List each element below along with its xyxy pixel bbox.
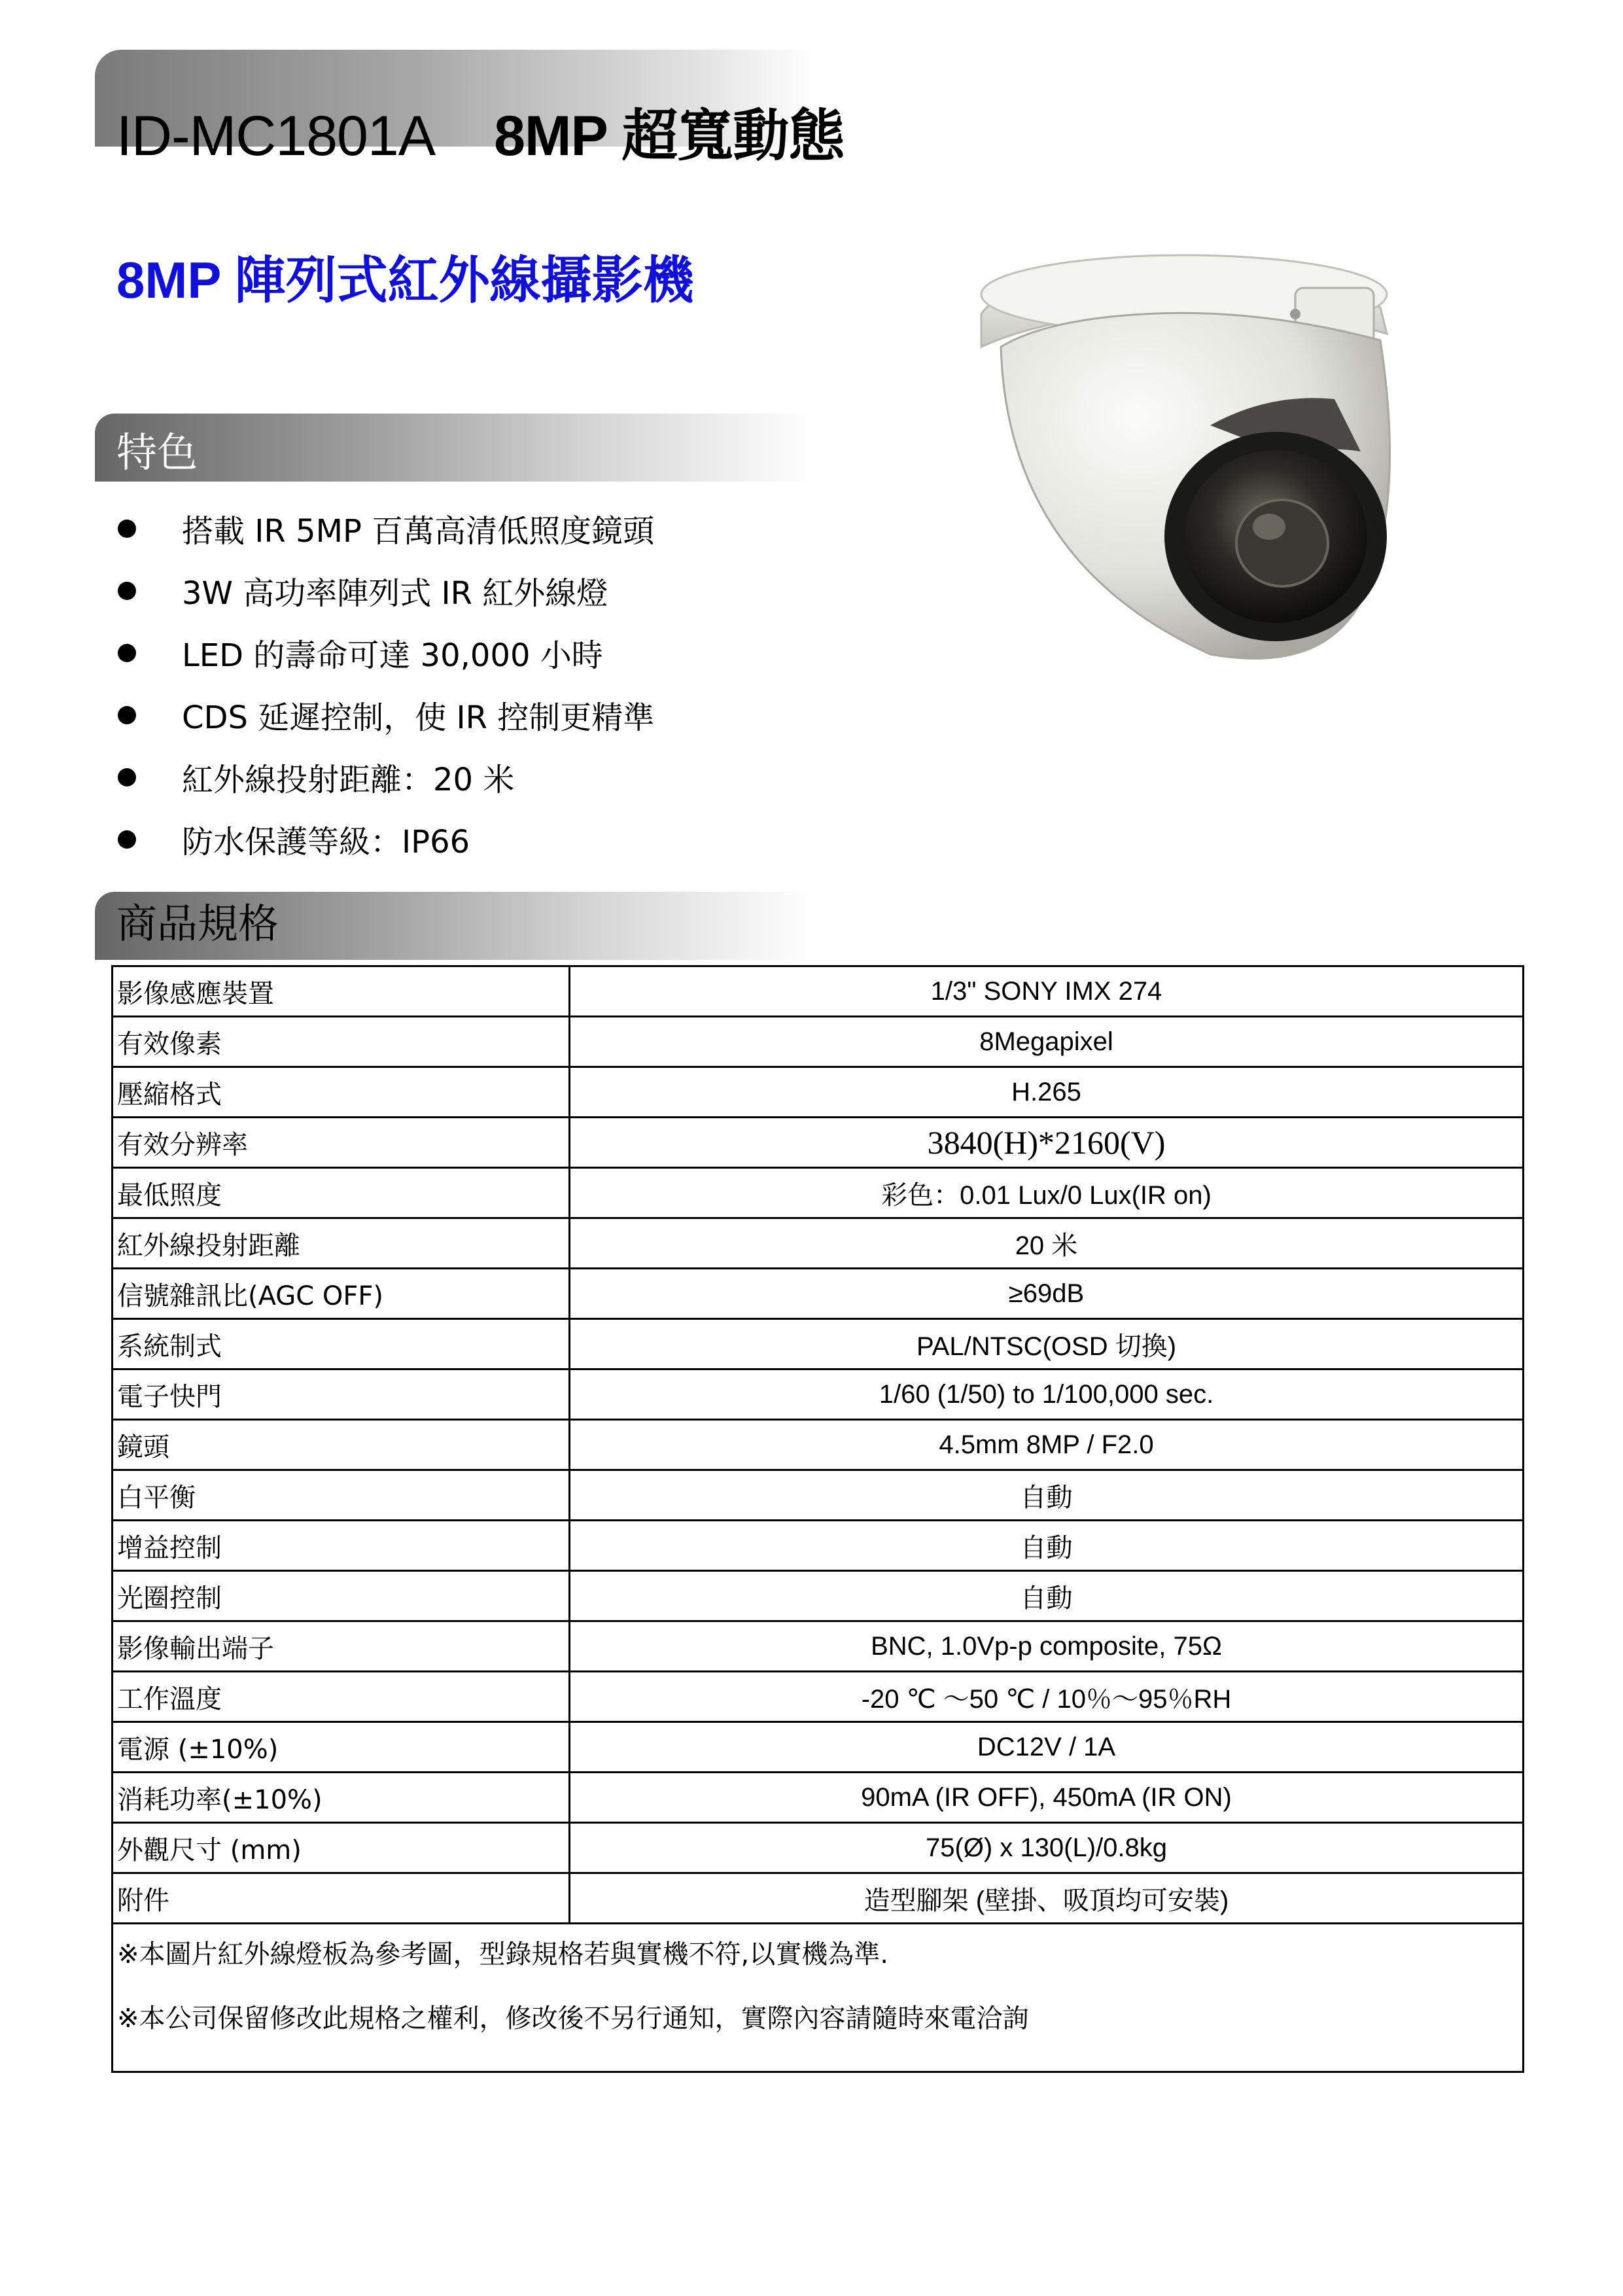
spec-value: 4.5mm 8MP / F2.0 (570, 1420, 1524, 1470)
model-number: ID-MC1801A (116, 105, 436, 168)
spec-value: 造型腳架 (壁掛、吸頂均可安裝) (570, 1873, 1524, 1924)
spec-label: 工作溫度 (113, 1672, 570, 1722)
spec-label: 外觀尺寸 (mm) (113, 1823, 570, 1873)
spec-label: 壓縮格式 (113, 1067, 570, 1118)
table-row (113, 1017, 1524, 1067)
feature-item: 3W 高功率陣列式 IR 紅外線燈 (118, 559, 903, 622)
features-list (118, 497, 903, 870)
spec-label: 系統制式 (113, 1319, 570, 1369)
spec-value: ≥69dB (570, 1269, 1524, 1319)
feature-item: 紅外線投射距離：20 米 (118, 746, 903, 808)
spec-label: 影像輸出端子 (113, 1621, 570, 1672)
table-row (113, 1269, 1524, 1319)
product-title: 8MP 陣列式紅外線攝影機 (116, 251, 694, 309)
spec-label: 消耗功率(±10%) (113, 1773, 570, 1823)
spec-label: 電源 (±10%) (113, 1722, 570, 1773)
spec-value: 自動 (570, 1470, 1524, 1521)
table-row (113, 1873, 1524, 1924)
bullet-icon (118, 768, 136, 786)
spec-value: 75(Ø) x 130(L)/0.8kg (570, 1823, 1524, 1873)
spec-value: 3840(H)*2160(V) (570, 1118, 1524, 1168)
spec-label: 光圈控制 (113, 1571, 570, 1621)
specs-section-title: 商品規格 (116, 900, 279, 947)
spec-value: 1/3" SONY IMX 274 (570, 966, 1524, 1017)
bullet-icon (118, 706, 136, 724)
spec-label: 最低照度 (113, 1168, 570, 1218)
spec-value: 8Megapixel (570, 1017, 1524, 1067)
features-section-title: 特色 (116, 429, 198, 476)
feature-item: CDS 延遲控制，使 IR 控制更精準 (118, 684, 903, 746)
spec-notes (113, 1924, 1524, 2072)
table-row (113, 1168, 1524, 1218)
table-row (113, 1218, 1524, 1269)
feature-item: 防水保護等級：IP66 (118, 808, 903, 870)
spec-value: H.265 (570, 1067, 1524, 1118)
feature-item: 搭載 IR 5MP 百萬高清低照度鏡頭 (118, 497, 903, 559)
spec-table (111, 965, 1524, 2073)
table-row (113, 1621, 1524, 1672)
bullet-icon (118, 582, 136, 600)
spec-value: 自動 (570, 1571, 1524, 1621)
spec-label: 增益控制 (113, 1521, 570, 1571)
table-row (113, 1823, 1524, 1873)
spec-label: 電子快門 (113, 1369, 570, 1420)
table-row (113, 1571, 1524, 1621)
spec-value: 1/60 (1/50) to 1/100,000 sec. (570, 1369, 1524, 1420)
spec-value: 彩色：0.01 Lux/0 Lux(IR on) (570, 1168, 1524, 1218)
table-row (113, 966, 1524, 1017)
table-row (113, 1722, 1524, 1773)
table-row (113, 1319, 1524, 1369)
model-subtitle: 8MP 超寬動態 (494, 105, 845, 168)
spec-value: BNC, 1.0Vp-p composite, 75Ω (570, 1621, 1524, 1672)
rights-note: ※本公司保留修改此規格之權利，修改後不另行通知，實際內容請隨時來電洽詢 (117, 2004, 1029, 2034)
bullet-icon (118, 520, 136, 538)
table-row (113, 1773, 1524, 1823)
notes-row (113, 1924, 1524, 2072)
spec-value: 自動 (570, 1521, 1524, 1571)
page-title (116, 90, 844, 171)
spec-label: 鏡頭 (113, 1420, 570, 1470)
table-row (113, 1369, 1524, 1420)
feature-item: LED 的壽命可達 30,000 小時 (118, 622, 903, 684)
table-row (113, 1420, 1524, 1470)
spec-label: 紅外線投射距離 (113, 1218, 570, 1269)
features-section-bar (95, 414, 814, 482)
spec-label: 有效分辨率 (113, 1118, 570, 1168)
dome-camera-icon (929, 236, 1452, 694)
bullet-icon (118, 830, 136, 849)
spec-label: 附件 (113, 1873, 570, 1924)
spec-value: -20 ℃ ～50 ℃ / 10％～95％RH (570, 1672, 1524, 1722)
spec-label: 影像感應裝置 (113, 966, 570, 1017)
spec-label: 信號雜訊比(AGC OFF) (113, 1269, 570, 1319)
table-row (113, 1067, 1524, 1118)
spec-value: 20 米 (570, 1218, 1524, 1269)
table-row (113, 1470, 1524, 1521)
spec-value: DC12V / 1A (570, 1722, 1524, 1773)
table-row (113, 1521, 1524, 1571)
disclaimer-note: ※本圖片紅外線燈板為參考圖，型錄規格若與實機不符,以實機為準. (117, 1939, 888, 1969)
table-row (113, 1672, 1524, 1722)
bullet-icon (118, 644, 136, 662)
table-row (113, 1118, 1524, 1168)
spec-value: PAL/NTSC(OSD 切換) (570, 1319, 1524, 1369)
spec-label: 有效像素 (113, 1017, 570, 1067)
spec-label: 白平衡 (113, 1470, 570, 1521)
spec-value: 90mA (IR OFF), 450mA (IR ON) (570, 1773, 1524, 1823)
